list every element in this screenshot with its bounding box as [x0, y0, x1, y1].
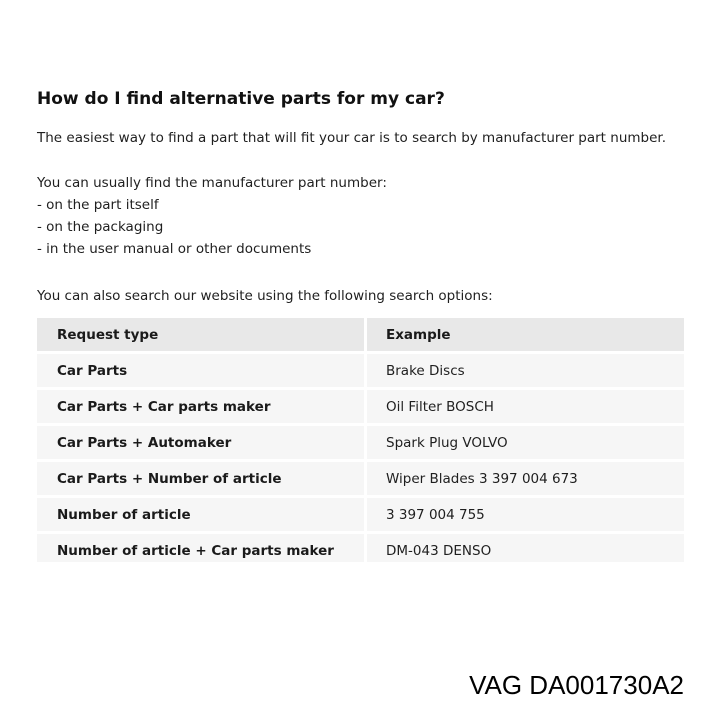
search-lead-text: You can also search our website using the following search options:: [37, 288, 493, 304]
request-type-cell: Number of article: [37, 498, 367, 531]
column-header-example: Example: [367, 318, 684, 351]
table-header-row: [37, 318, 684, 351]
find-part-number-block: [37, 172, 387, 260]
example-cell: Spark Plug VOLVO: [386, 434, 508, 451]
table-row: [37, 390, 684, 423]
search-options-table: [37, 318, 684, 562]
table-row: [37, 354, 684, 387]
example-cell: Wiper Blades 3 397 004 673: [386, 470, 578, 487]
request-type-cell: Car Parts: [37, 354, 367, 387]
request-type-cell: Car Parts + Number of article: [37, 462, 367, 495]
part-number-label: VAG DA001730A2: [469, 670, 684, 700]
request-type-cell: Car Parts + Car parts maker: [37, 390, 367, 423]
example-cell: DM-043 DENSO: [386, 542, 492, 559]
search-options-table-container: [37, 318, 684, 562]
request-type-cell: Car Parts + Automaker: [37, 426, 367, 459]
faq-heading: How do I find alternative parts for my car?: [37, 89, 445, 109]
table-row: [37, 498, 684, 531]
find-lead-text: You can usually find the manufacturer part number:: [37, 175, 387, 191]
column-header-request-type: Request type: [37, 318, 367, 351]
table-row: [37, 426, 684, 459]
list-item: - in the user manual or other documents: [37, 241, 312, 257]
list-item: - on the part itself: [37, 197, 159, 213]
intro-text: The easiest way to find a part that will fit your car is to search by manufacturer part number.: [37, 130, 667, 146]
example-cell: 3 397 004 755: [386, 506, 485, 523]
table-row: [37, 462, 684, 495]
example-cell: Oil Filter BOSCH: [386, 398, 494, 415]
example-cell: Brake Discs: [386, 362, 465, 379]
table-row: [37, 534, 684, 562]
list-item: - on the packaging: [37, 219, 164, 235]
request-type-cell: Number of article + Car parts maker: [37, 534, 367, 562]
